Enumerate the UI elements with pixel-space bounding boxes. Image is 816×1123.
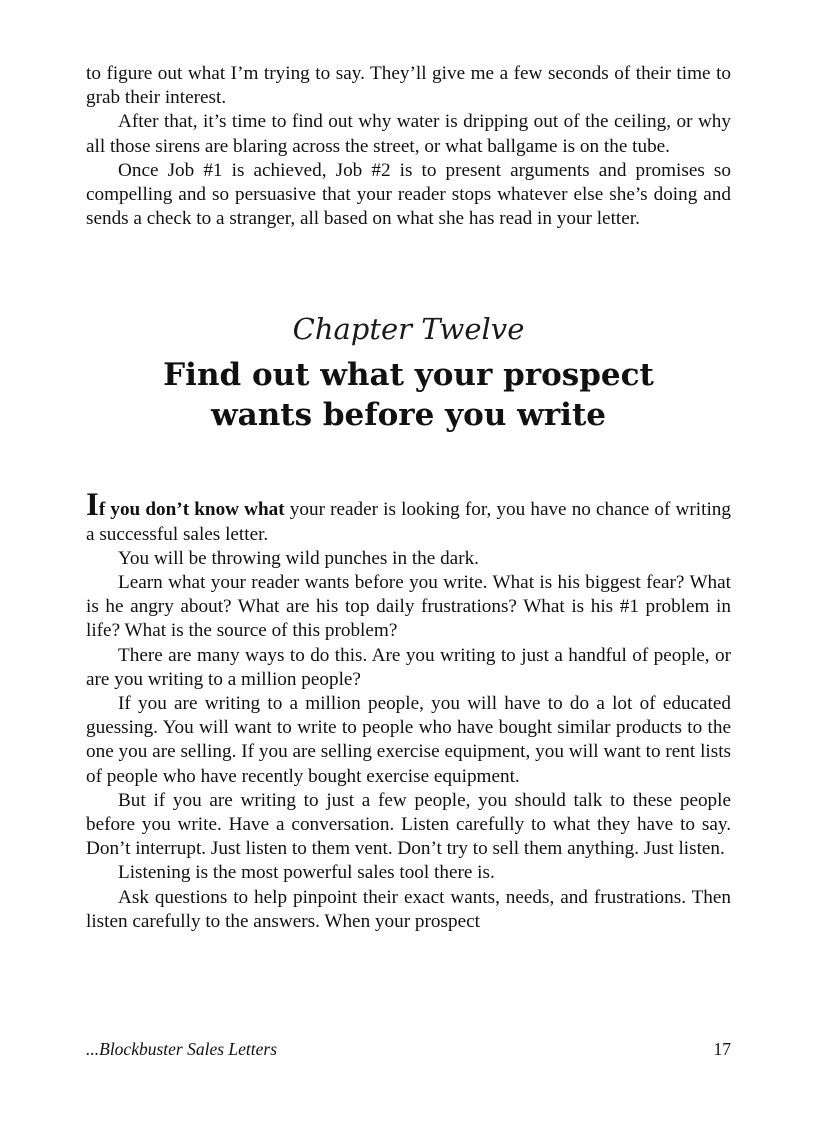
intro-paragraph: After that, it’s time to find out why water is dripping out of the ceiling, or why all those sirens are blaring across the street, or what ballgame is on the tube. [86, 111, 731, 157]
page-body [86, 62, 731, 934]
section-spacer [86, 231, 731, 311]
page-number: 17 [713, 1039, 731, 1059]
drop-cap: I [86, 487, 99, 524]
lead-text: your reader is looking for, you have no chance of writing a successful sales letter. [86, 499, 731, 545]
intro-paragraph: to figure out what I’m trying to say. They’ll give me a few seconds of their time to grab their interest. [86, 63, 731, 109]
body-paragraph: Learn what your reader wants before you write. What is his biggest fear? What is he angry about? What are his top daily frustrations? What is his #1 problem in life? What is the source of this problem? [86, 572, 731, 642]
running-footer-title: ...Blockbuster Sales Letters [86, 1039, 278, 1059]
chapter-title [86, 355, 731, 435]
body-paragraph: You will be throwing wild punches in the dark. [118, 547, 479, 569]
chapter-title-line: Find out what your prospect [163, 357, 654, 394]
intro-paragraph: Once Job #1 is achieved, Job #2 is to present arguments and promises so compelling and so persuasive that your reader stops whatever else she’s doing and sends a check to a stranger, all based on what she has read in your letter. [86, 159, 731, 230]
title-spacer [86, 435, 731, 493]
body-paragraph: Ask questions to help pinpoint their exact wants, needs, and frustrations. Then listen carefully to the answers. When your prospect [86, 886, 731, 932]
chapter-title-line: wants before you write [211, 397, 606, 434]
body-paragraph: If you are writing to a million people, you will have to do a lot of educated guessing. You will want to write to people who have bought similar products to the one you are selling. If you are selling exercise equipment, you will want to rent lists of people who have recently bought exercise equipment. [86, 693, 731, 787]
body-paragraph: There are many ways to do this. Are you writing to just a handful of people, or are you writing to a million people? [86, 644, 731, 690]
chapter-label: Chapter Twelve [292, 312, 525, 347]
body-paragraph: But if you are writing to just a few people, you should talk to these people before you write. Have a conversation. Listen carefully to what they have to say. Don’t interrupt. Just listen to them vent. Don’t try to sell them anything. Just listen. [86, 789, 731, 860]
lead-paragraph [86, 487, 731, 546]
lead-in-bold: f you don’t know what [98, 499, 285, 521]
body-paragraph: Listening is the most powerful sales tool there is. [118, 862, 495, 884]
